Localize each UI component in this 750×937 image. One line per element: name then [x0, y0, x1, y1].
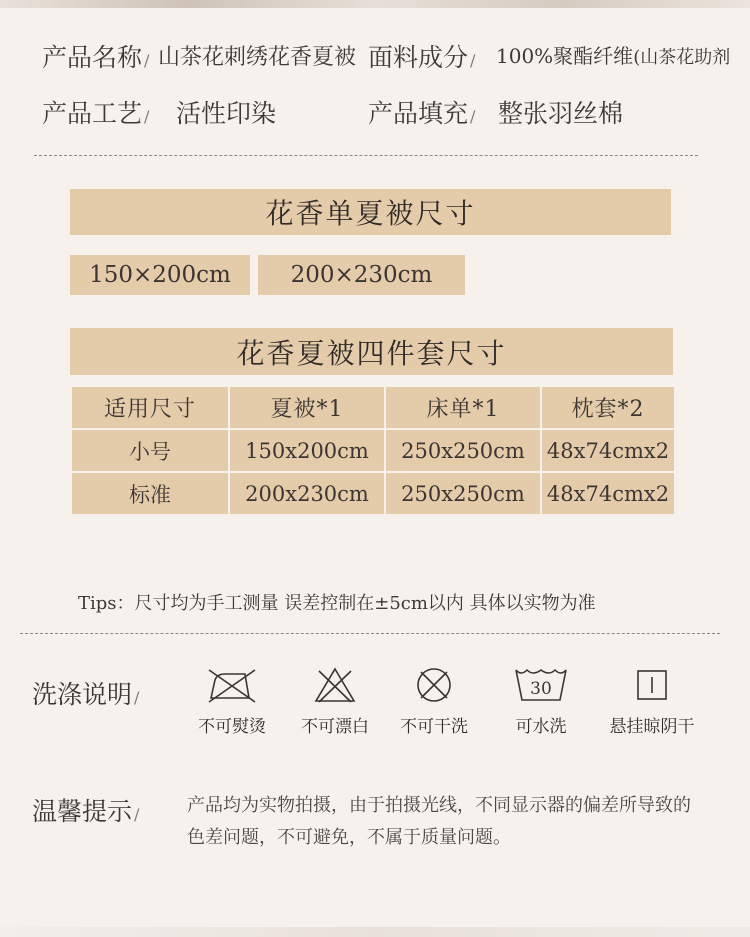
- washing-label: 洗涤说明 /: [32, 680, 140, 709]
- header-cell: 适用尺寸: [71, 386, 229, 429]
- craft-label: 产品工艺 /: [42, 99, 150, 128]
- table-cell: 小号: [71, 429, 229, 472]
- table-cell: 48x74cmx2: [541, 472, 675, 515]
- care-item-hang-dry: [597, 666, 707, 737]
- care-item-no-dry-clean: [384, 666, 484, 737]
- table-cell: 250x250cm: [385, 472, 541, 515]
- wash-temp: 30: [530, 679, 552, 699]
- table-cell: 48x74cmx2: [541, 429, 675, 472]
- notice-text: 产品均为实物拍摄，由于拍摄光线，不同显示器的偏差所导致的色差问题，不可避免，不属于质量问题。: [187, 795, 691, 848]
- divider: [20, 633, 720, 634]
- product-name-value: 山茶花刺绣花香夏被: [158, 45, 357, 70]
- care-label: 不可漂白: [301, 717, 369, 737]
- care-label: 不可熨烫: [198, 717, 266, 737]
- bottom-border: [0, 927, 750, 937]
- tips-text: Tips：尺寸均为手工测量 误差控制在±5cm以内 具体以实物为准: [78, 593, 596, 614]
- table-cell: 250x250cm: [385, 429, 541, 472]
- no-iron-icon: [205, 666, 259, 704]
- table-cell: 150x200cm: [229, 429, 385, 472]
- fabric-value: 100%聚酯纤维(山茶花助剂: [496, 44, 731, 68]
- header-cell: 枕套*2: [541, 386, 675, 429]
- filling-value: 整张羽丝棉: [498, 99, 624, 128]
- table-cell: 200x230cm: [229, 472, 385, 515]
- care-label: 可水洗: [515, 717, 567, 737]
- care-label: 悬挂晾阴干: [609, 717, 695, 737]
- top-border: [0, 0, 750, 8]
- table-header-row: [71, 386, 675, 429]
- care-item-no-iron: [182, 666, 282, 737]
- care-item-no-bleach: [285, 666, 385, 737]
- divider: [34, 155, 698, 156]
- no-bleach-icon: [313, 666, 357, 704]
- single-size-2: 200×230cm: [258, 255, 465, 295]
- notice-label: 温馨提示 /: [32, 797, 140, 826]
- table-cell: 标准: [71, 472, 229, 515]
- single-size-1: 150×200cm: [70, 255, 250, 295]
- single-quilt-title: 花香单夏被尺寸: [70, 189, 671, 235]
- craft-value: 活性印染: [176, 99, 277, 128]
- no-dry-clean-icon: [412, 666, 456, 704]
- care-item-wash-30: [491, 666, 591, 737]
- care-label: 不可干洗: [400, 717, 468, 737]
- set-size-table: [70, 385, 676, 516]
- wash-30-icon: [513, 666, 569, 704]
- hang-dry-shade-icon: [632, 666, 672, 704]
- header-cell: 床单*1: [385, 386, 541, 429]
- product-name-label: 产品名称 /: [42, 43, 150, 72]
- table-row: [71, 429, 675, 472]
- table-row: [71, 472, 675, 515]
- set-title: 花香夏被四件套尺寸: [70, 328, 673, 375]
- fabric-label: 面料成分 /: [368, 43, 476, 72]
- header-cell: 夏被*1: [229, 386, 385, 429]
- filling-label: 产品填充 /: [368, 99, 476, 128]
